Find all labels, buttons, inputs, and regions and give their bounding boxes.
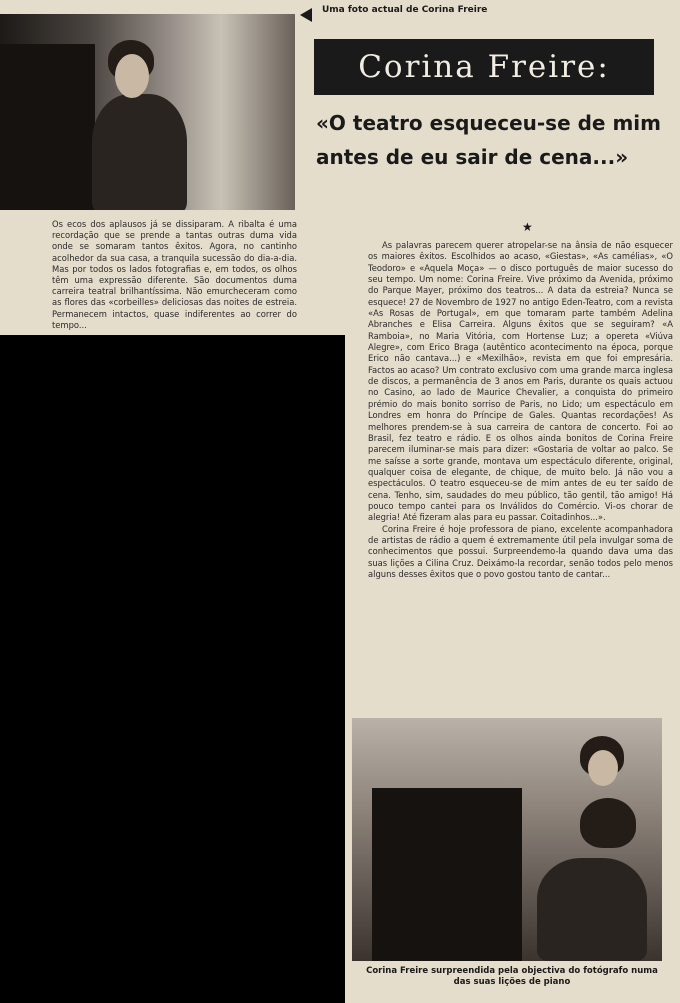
face-shape <box>115 54 149 98</box>
student-face-shape <box>588 750 618 786</box>
photo-caption: Corina Freire surpreendida pela objectiva do fotógrafo numa das suas lições de piano <box>366 966 658 987</box>
intro-paragraph: Os ecos dos aplausos já se dissiparam. A ribalta é uma recordação que se prende a tantas outras duma vida onde se somaram tantos êxitos. Agora, no cantinho acolhedor da sua casa, a tranquila sucessão do dia-a-dia. Mas por todos os lados fotografias e, em todos, os olhos têm uma expressão diferente. São documentos duma carreira teatral brilhantíssima. Não emurcheceram como as flores das «corbeilles» deliciosas das noites de estreia. Permanecem intactos, quase indiferentes ao correr do tempo... <box>52 219 297 330</box>
piano-shape <box>372 788 522 961</box>
subtitle-line-1: «O teatro esqueceu-se de mim <box>316 111 661 135</box>
body-paragraph-1: As palavras parecem querer atropelar-se na ânsia de não esquecer os maiores êxitos. Escolhidos ao acaso, «Giestas», «As camélias», «O Teodoro» e «Aquela Moça» — o disco português de maior sucesso do seu tempo. Um nome: Corina Freire. Vive próximo da Avenida, próximo do Parque Mayer, próximo dos teatros... A data da estreia? Nunca se esquece! 27 de Novembro de 1927 no antigo Eden-Teatro, com a revista «As Rosas de Portugal», em que tomaram parte também Adelina Abranches e Elisa Carreira. Alguns êxitos que se seguiram? «A Ramboia», no Maria Vitória, com Hortense Luz; a opereta «Viúva Alegre», com Erico Braga (autêntico acontecimento na época, porque Erico não cantava...) e «Mexilhão», revista em que foi empresária. Factos ao acaso? Um contrato exclusivo com uma grande marca inglesa de discos, a permanência de 3 anos em Paris, durante os quais actuou no Casino, ao lado de Maurice Chevalier, a conquista do primeiro prémio do mais bonito sorriso de Paris, no Lido; um espectáculo em Londres em honra do Príncipe de Gales. Quantas recordações! As melhores prendem-se à sua carreira de cantora de concerto. Foi ao Brasil, fez teatro e rádio. E os olhos ainda bonitos de Corina Freire parecem iluminar-se mais para dizer: «Gostaria de voltar ao palco. Se me saísse a sorte grande, montava um espectáculo diferente, original, qualquer coisa de elegante, de chique, de muito belo. Já não vou a espectáculos. O teatro esqueceu-se de mim antes de eu ter saído de cena. Tenho, sim, saudades do meu público, tão gentil, tão amigo! Há pouco tempo cantei para os Inválidos do Comércio. Vi-os chorar de alegria! Até fizeram alas para eu passar. Coitadinhos...». <box>368 240 673 523</box>
star-separator-icon: ★ <box>522 220 533 234</box>
photo-corina-portrait <box>0 14 295 210</box>
arrow-left-icon <box>300 8 312 22</box>
article-body <box>368 240 673 580</box>
photo-label: Uma foto actual de Corina Freire <box>322 5 488 15</box>
woman-figure <box>92 94 187 210</box>
body-paragraph-2: Corina Freire é hoje professora de piano, excelente acompanhadora de artistas de rádio a quem é extremamente útil pela invulgar soma de conhecimentos que possui. Surpreendemo-la quando dava uma das suas lições a Cilina Cruz. Deixámo-la recordar, senão todos pelo menos alguns desses êxitos que o povo gostou tanto de cantar... <box>368 523 673 579</box>
photo-piano-lesson <box>352 718 662 961</box>
teacher-hair-shape <box>580 798 636 848</box>
subtitle-line-2: antes de eu sair de cena...» <box>316 145 629 169</box>
article-title: Corina Freire: <box>314 39 654 95</box>
article-subtitle <box>316 106 676 174</box>
teacher-figure <box>537 858 647 961</box>
piano-shape <box>0 44 95 210</box>
